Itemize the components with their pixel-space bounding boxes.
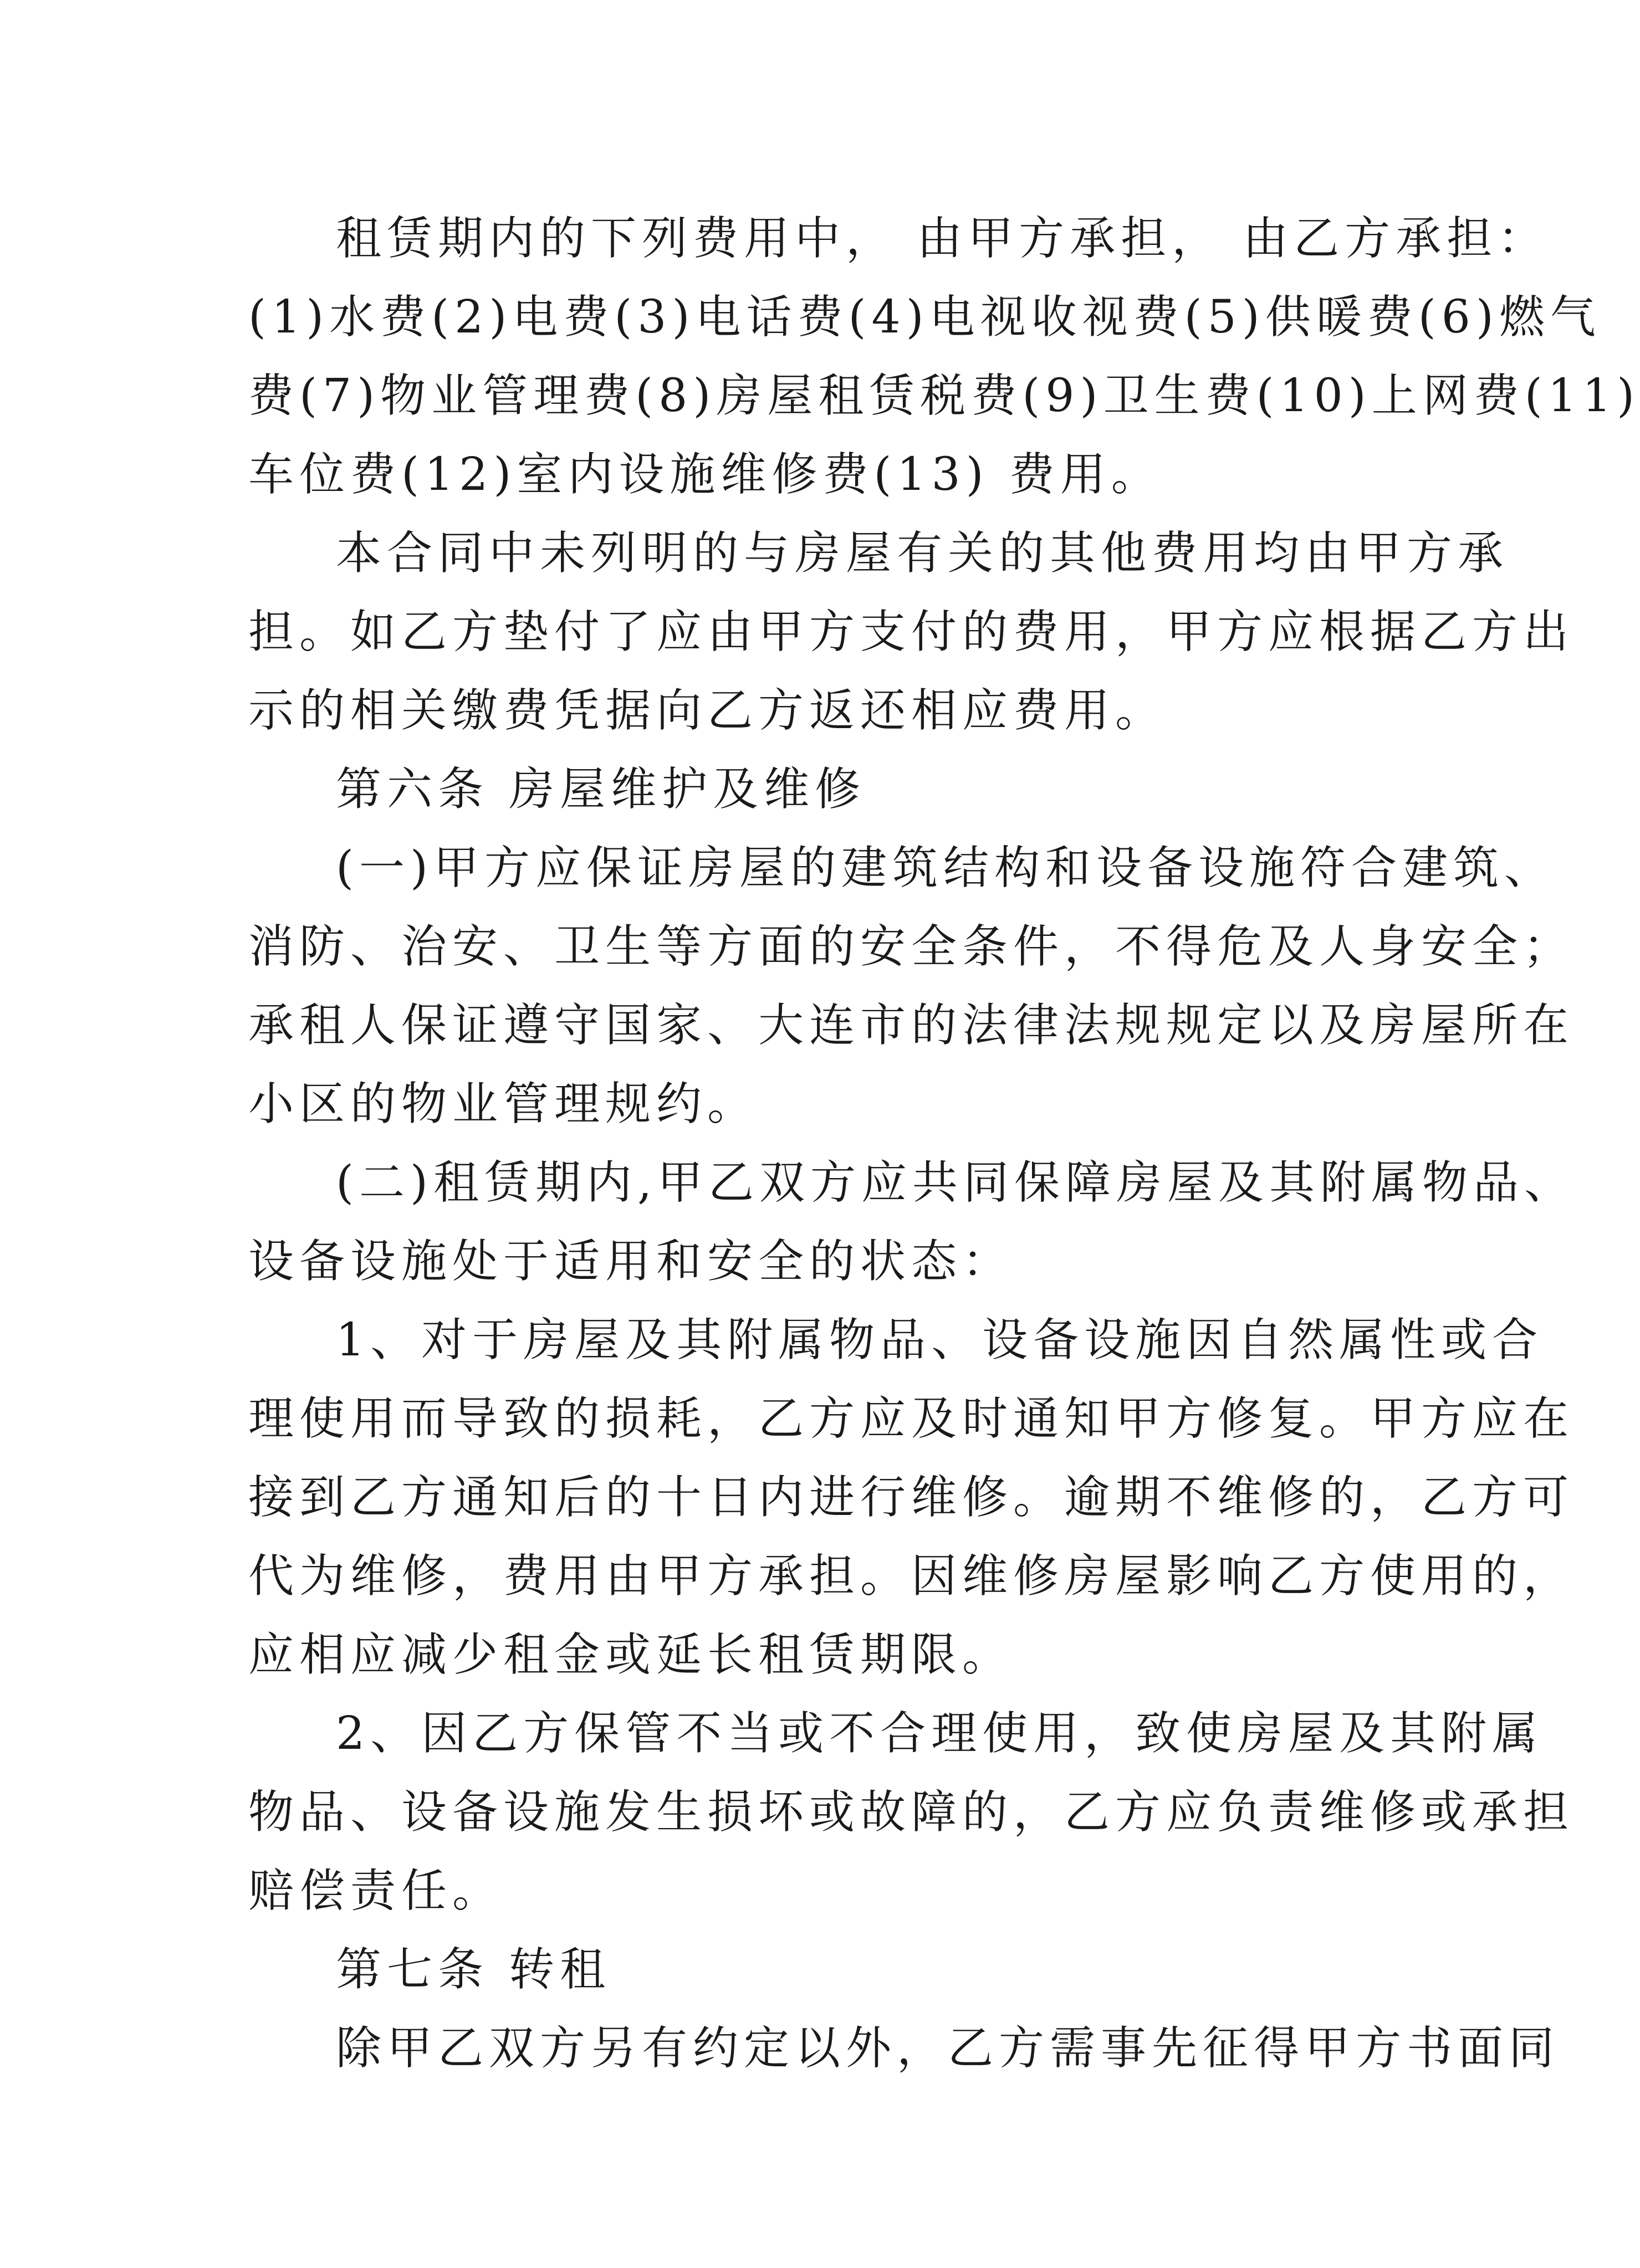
text-line: 理使用而导致的损耗，乙方应及时通知甲方修复。甲方应在 xyxy=(248,1392,1575,1445)
text-line: 示的相关缴费凭据向乙方返还相应费用。 xyxy=(248,684,1167,737)
text-line: 消防、治安、卫生等方面的安全条件，不得危及人身安全； xyxy=(248,920,1575,973)
text-line: 除甲乙双方另有约定以外，乙方需事先征得甲方书面同 xyxy=(336,2022,1560,2075)
text-line: 物品、设备设施发生损坏或故障的，乙方应负责维修或承担 xyxy=(248,1786,1575,1839)
text-line: 费(7)物业管理费(8)房屋租赁税费(9)卫生费(10)上网费(11) xyxy=(248,370,1640,422)
text-line: (一)甲方应保证房屋的建筑结构和设备设施符合建筑、 xyxy=(336,842,1555,894)
text-line: 设备设施处于适用和安全的状态： xyxy=(248,1235,1014,1288)
text-line: 小区的物业管理规约。 xyxy=(248,1078,759,1130)
text-line: 承租人保证遵守国家、大连市的法律法规规定以及房屋所在 xyxy=(248,999,1575,1052)
text-line: (二)租赁期内,甲乙双方应共同保障房屋及其附属物品、 xyxy=(336,1156,1576,1209)
text-line: 本合同中未列明的与房屋有关的其他费用均由甲方承 xyxy=(336,527,1509,580)
text-line: 应相应减少租金或延长租赁期限。 xyxy=(248,1629,1014,1681)
text-line: 代为维修，费用由甲方承担。因维修房屋影响乙方使用的， xyxy=(248,1550,1575,1603)
article-heading: 第六条 房屋维护及维修 xyxy=(336,763,866,816)
text-line: 担。如乙方垫付了应由甲方支付的费用，甲方应根据乙方出 xyxy=(248,606,1575,658)
document-body xyxy=(248,199,1640,2088)
text-line: 车位费(12)室内设施维修费(13) 费用。 xyxy=(248,448,1162,501)
text-line: (1)水费(2)电费(3)电话费(4)电视收视费(5)供暖费(6)燃气 xyxy=(248,291,1601,344)
article-heading: 第七条 转租 xyxy=(336,1943,611,1996)
text-line: 租赁期内的下列费用中， 由甲方承担， 由乙方承担： xyxy=(336,212,1549,265)
text-line: 1、对于房屋及其附属物品、设备设施因自然属性或合 xyxy=(336,1314,1544,1366)
text-line: 赔偿责任。 xyxy=(248,1865,504,1917)
text-line: 2、因乙方保管不当或不合理使用，致使房屋及其附属 xyxy=(336,1707,1544,1760)
text-line: 接到乙方通知后的十日内进行维修。逾期不维修的，乙方可 xyxy=(248,1471,1575,1524)
